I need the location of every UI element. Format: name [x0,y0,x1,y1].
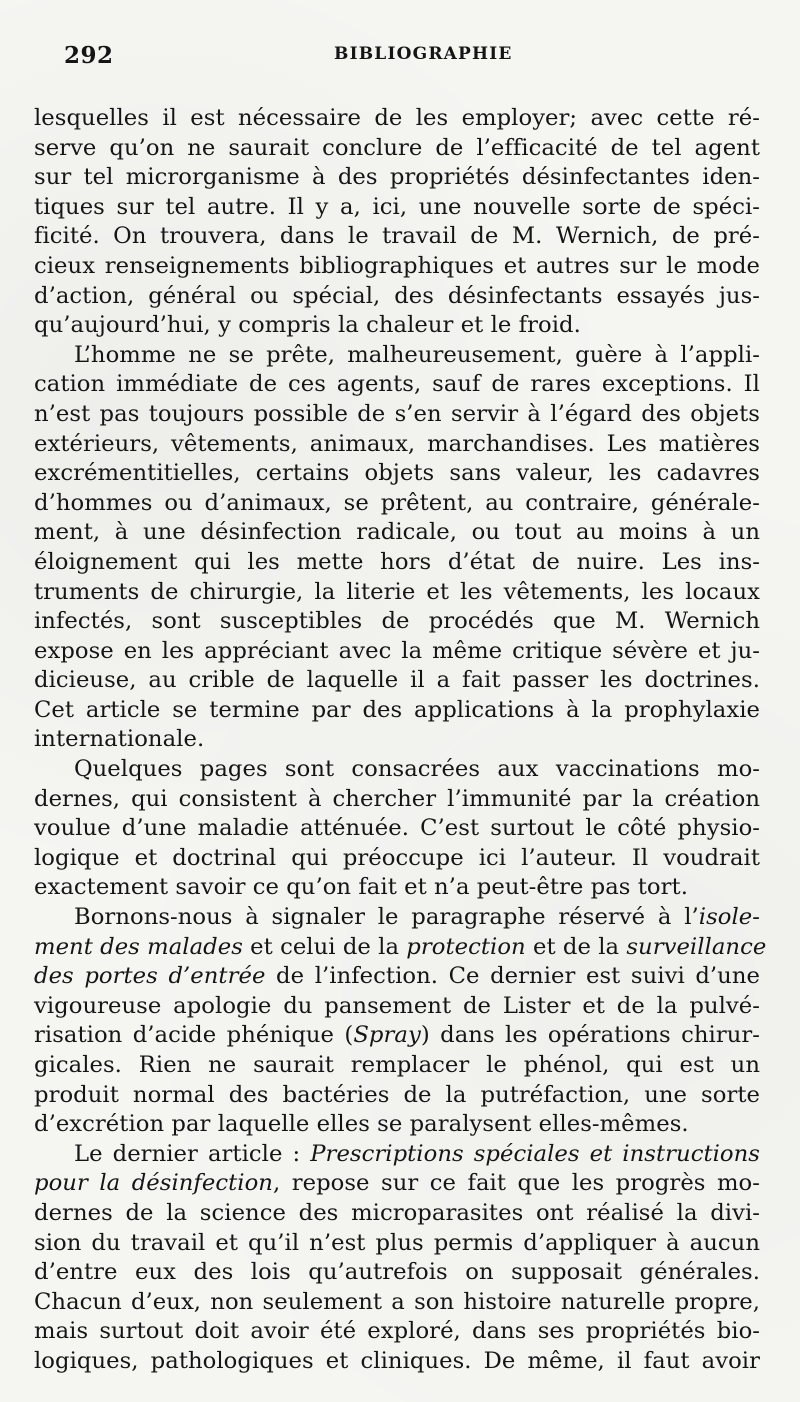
italic-run: Spray [353,1022,421,1049]
paragraph-3-line: logique et doctrinal qui préoccupe ici l’auteur. Il voudrait [34,844,760,871]
paragraph-3 [34,755,760,903]
paragraph-4-line: d’excrétion par laquelle elles se paralysent elles-mêmes. [34,1111,689,1138]
paragraph-2-line: L’homme ne se prête, malheureusement, guère à l’appli- [74,341,760,368]
paragraph-2-line: ment, à une désinfection radicale, ou tout au moins à un [34,519,760,546]
italic-run: des portes d’entrée [34,963,266,990]
paragraph-1-line: lesquelles il est nécessaire de les employer; avec cette ré- [34,105,760,131]
italic-run: surveillance [626,933,767,960]
page-number: 292 [64,42,114,69]
text-run: de l’infection. Ce dernier est suivi d’une [265,963,760,990]
paragraph-4 [34,903,767,1140]
paragraph-5-line: Chacun d’eux, non seulement a son histoire naturelle propre, [34,1288,760,1315]
text-run: et celui de la [242,933,407,960]
paragraph-2-line: excrémentitielles, certains objets sans valeur, les cadavres [34,460,760,487]
paragraph-5 [34,1140,760,1377]
paragraph-4-line [34,962,760,992]
text-run: et de la [525,933,627,960]
paragraph-2-line: infectés, sont susceptibles de procédés que M. Wernich [34,608,760,635]
paragraph-1-line: qu’aujourd’hui, y compris la chaleur et le froid. [34,312,581,339]
paragraph-5-line: logiques, pathologiques et cliniques. De même, il faut avoir [34,1347,760,1374]
paragraph-4-line [34,1021,760,1051]
paragraph-4-line [34,903,760,933]
paragraph-3-line: voulue d’une maladie atténuée. C’est surtout le côté physio- [34,815,760,842]
paragraph-3-line: exactement savoir ce qu’on fait et n’a peut-être pas tort. [34,874,688,901]
paragraph-5-line: d’entre eux des lois qu’autrefois on supposait générales. [34,1259,760,1286]
italic-run: ment des malades [34,933,243,960]
paragraph-2-line: internationale. [34,726,205,753]
paragraph-2-line: expose en les appréciant avec la même critique sévère et ju- [34,637,760,664]
italic-run: protection [406,933,526,960]
paragraph-1-line: sur tel microrganisme à des propriétés désinfectantes iden- [34,164,760,191]
paragraph-1 [34,104,760,341]
paragraph-2-line: cation immédiate de ces agents, sauf de rares exceptions. Il [34,371,760,398]
paragraph-4-line: produit normal des bactéries de la putréfaction, une sorte [34,1081,760,1108]
paragraph-2-line: dicieuse, au crible de laquelle il a fait passer les doctrines. [34,667,760,694]
paragraph-5-line: mais surtout doit avoir été exploré, dans ses propriétés bio- [34,1318,760,1345]
body-text [34,104,767,1377]
paragraph-3-line: Quelques pages sont consacrées aux vaccinations mo- [74,756,760,783]
italic-run: pour la désinfection [34,1170,273,1197]
italic-run: Prescriptions spéciales et instructions [310,1140,760,1167]
paragraph-5-line [34,1140,760,1170]
paragraph-4-line: vigoureuse apologie du pansement de Lister et de la pulvé- [34,992,760,1019]
paragraph-2-line: truments de chirurgie, la literie et les vêtements, les locaux [34,578,760,605]
paragraph-4-line [34,933,767,963]
text-run: risation d’acide phénique ( [34,1022,354,1049]
paragraph-2-line: éloignement qui les mette hors d’état de nuire. Les ins- [34,548,760,575]
paragraph-1-line: d’action, général ou spécial, des désinfectants essayés jus- [34,282,760,309]
paragraph-2-line: n’est pas toujours possible de s’en servir à l’égard des objets [34,400,760,427]
paragraph-2 [34,341,760,755]
paragraph-5-line: sion du travail et qu’il n’est plus permis d’appliquer à aucun [34,1229,760,1256]
paragraph-1-line: serve qu’on ne saurait conclure de l’efficacité de tel agent [34,134,760,161]
paragraph-2-line: extérieurs, vêtements, animaux, marchandises. Les matières [34,430,760,457]
italic-run: isole- [698,904,760,931]
paragraph-1-line: cieux renseignements bibliographiques et autres sur le mode [34,252,760,279]
paragraph-1-line: ficité. On trouvera, dans le travail de M. Wernich, de pré- [34,223,760,250]
page-header [34,28,760,70]
paragraph-3-line: dernes, qui consistent à chercher l’immunité par la création [34,785,760,812]
paragraph-2-line: Cet article se termine par des applications à la prophylaxie [34,696,760,723]
text-run: , repose sur ce fait que les progrès mo- [272,1170,760,1197]
paragraph-4-line: gicales. Rien ne saurait remplacer le phénol, qui est un [34,1052,760,1078]
running-head: BIBLIOGRAPHIE [334,44,513,64]
paragraph-1-line: tiques sur tel autre. Il y a, ici, une nouvelle sorte de spéci- [34,193,760,220]
paragraph-2-line: d’hommes ou d’animaux, se prêtent, au contraire, générale- [34,489,760,516]
text-run: Bornons-nous à signaler le paragraphe réservé à l’ [74,904,699,931]
text-run: ) dans les opérations chirur- [420,1022,760,1049]
paragraph-5-line: dernes de la science des microparasites ont réalisé la divi- [34,1199,760,1226]
text-run: Le dernier article : [74,1140,311,1167]
paragraph-5-line [34,1169,760,1199]
